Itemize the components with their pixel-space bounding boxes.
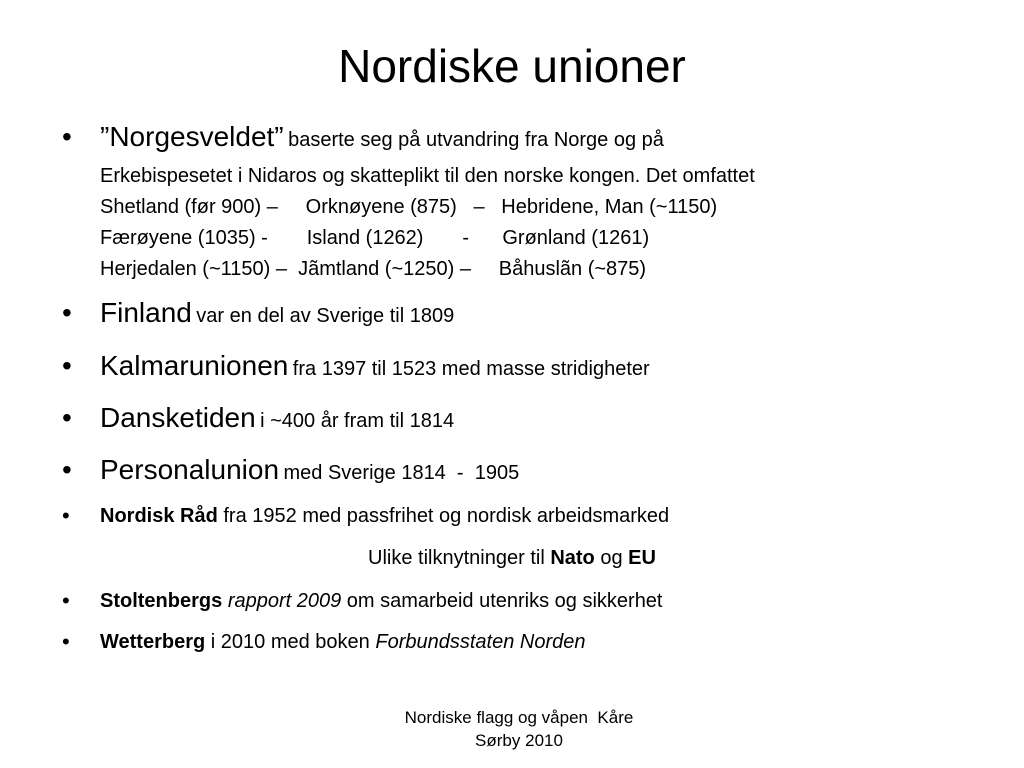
bullet-marker: • (62, 350, 72, 381)
bullet-lead: Wetterberg (100, 631, 206, 653)
bullet-marker: • (62, 402, 72, 433)
slide-title: Nordiske unioner (338, 40, 686, 92)
bullet-text: fra 1397 til 1523 med masse stridigheter (292, 358, 650, 380)
bullet-marker: • (62, 503, 70, 528)
book-title: Forbundsstaten Norden (375, 631, 586, 653)
bullet-marker: • (62, 629, 70, 654)
nato-label: Nato (550, 547, 595, 569)
bullet-line: Shetland (før 900) – Orknøyene (875) – Hebridene, Man (~1150) (100, 196, 718, 218)
bullet-stoltenbergs (100, 587, 984, 615)
nato-eu-line (0, 544, 1024, 572)
bullet-nordisk-rad (100, 502, 984, 530)
line-text: og (600, 547, 623, 569)
footer-line: Nordiske flagg og våpen Kåre (404, 708, 634, 727)
bullet-marker: • (62, 588, 70, 613)
line-text: Ulike tilknytninger til (368, 547, 545, 569)
footer-line: Sørby 2010 (475, 731, 563, 750)
bullet-lead: Finland (100, 297, 192, 328)
bullet-text: i 2010 med boken (210, 631, 370, 653)
bullet-marker: • (62, 454, 72, 485)
bullet-text: med Sverige 1814 - 1905 (283, 462, 520, 484)
bullet-dansketiden (100, 399, 984, 442)
bullet-finland (100, 294, 984, 337)
bullet-line: Herjedalen (~1150) – Jãmtland (~1250) – Båhuslãn (~875) (100, 258, 647, 280)
slide-footer (374, 706, 664, 752)
bullet-lead: ”Norgesveldet” (100, 121, 284, 152)
bullet-norgesveldet (100, 118, 984, 285)
bullet-text: var en del av Sverige til 1809 (196, 305, 455, 327)
bullet-personalunion (100, 451, 984, 494)
eu-label: EU (628, 547, 656, 569)
bullet-lead: Kalmarunionen (100, 350, 289, 381)
bullet-text: fra 1952 med passfrihet og nordisk arbeidsmarked (223, 505, 670, 527)
bullet-lead: Nordisk Råd (100, 505, 218, 527)
bullet-wetterberg (100, 628, 984, 656)
bullet-text: i ~400 år fram til 1814 (260, 410, 455, 432)
bullet-lead: Dansketiden (100, 402, 256, 433)
bullet-marker: • (62, 297, 72, 328)
bullet-lead: Stoltenbergs (100, 590, 223, 612)
bullet-text: om samarbeid utenriks og sikkerhet (346, 590, 663, 612)
bullet-marker: • (62, 121, 72, 152)
bullet-kalmarunionen (100, 347, 984, 390)
bullet-line: Erkebispesetet i Nidaros og skatteplikt til den norske kongen. Det omfattet (100, 165, 755, 187)
bullet-line: Færøyene (1035) - Island (1262) - Grønland (1261) (100, 227, 650, 249)
bullet-lead: Personalunion (100, 454, 280, 485)
bullet-text: baserte seg på utvandring fra Norge og på (288, 129, 664, 151)
report-title: rapport 2009 (227, 590, 342, 612)
